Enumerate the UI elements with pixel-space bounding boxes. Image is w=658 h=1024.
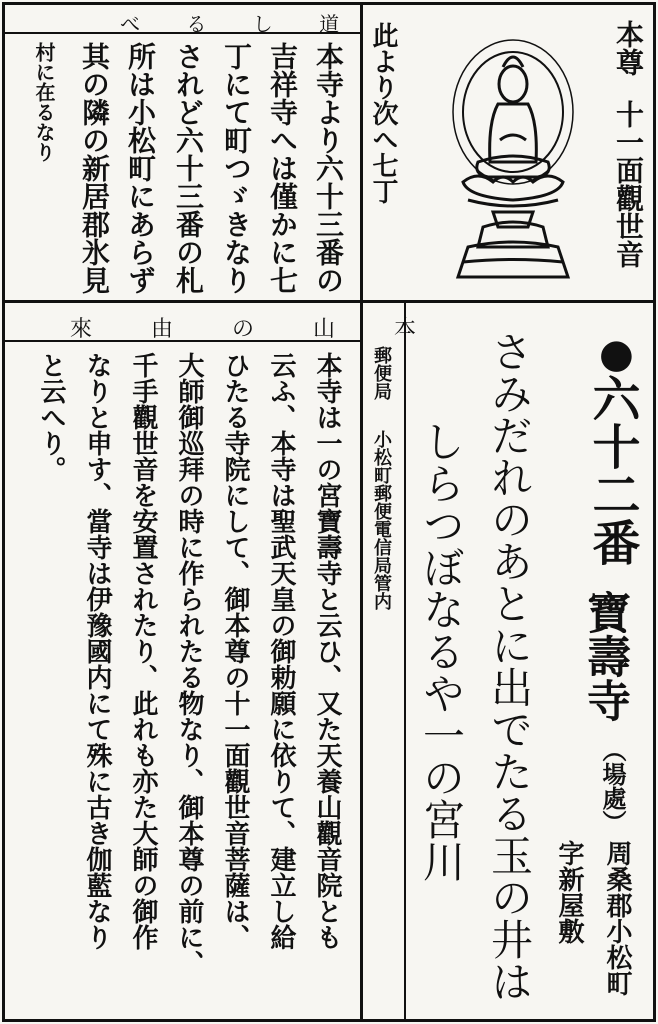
post-office-label: 郵便局	[371, 346, 392, 400]
origin-line-4: 大師御巡拜の時に作られたる物なり、御本尊の前に、	[174, 352, 204, 976]
poem-line-1: さみだれのあとに出でたる玉の井は	[485, 330, 534, 1002]
honzon-name: 十一面觀世音	[612, 100, 645, 268]
michishirube-line-4: されど六十三番の札	[172, 42, 205, 294]
origin-line-6: なりと申す、當寺は伊豫國内にて殊に古き伽藍なり	[82, 352, 112, 950]
michishirube-line-7: 村に在るなり	[32, 42, 56, 162]
michishirube-line-6: 其の隣の新居郡氷見	[78, 42, 111, 294]
next-distance-note: 此より次へ七丁	[368, 22, 398, 204]
section-heading-honzan-yurai: 來 由 の 山 本	[70, 317, 442, 342]
temple-number-mark: ●	[593, 330, 640, 377]
origin-line-3: ひたる寺院にして、御本尊の十一面觀世音菩薩は、	[220, 352, 250, 950]
origin-line-5: 千手觀世音を安置されたり、此れも亦た大師の御作	[128, 352, 158, 950]
post-office-divider	[404, 300, 406, 1022]
address-line-1: 周桑郡小松町	[602, 840, 632, 996]
post-office-value: 小松町郵便電信局管内	[371, 430, 392, 610]
michishirube-line-5: 所は小松町にあらず	[124, 42, 157, 294]
honzon-label: 本尊	[612, 20, 645, 76]
michishirube-line-3: 丁にて町つゞきなり	[220, 42, 253, 294]
michishirube-line-2: 吉祥寺へは僅かに七	[266, 42, 299, 294]
address-line-2: 字新屋敷	[554, 840, 584, 944]
buddha-illustration	[408, 12, 618, 292]
horizontal-divider	[2, 300, 656, 303]
temple-number: 六十二番	[584, 374, 640, 566]
origin-line-7: と云へり。	[36, 352, 66, 482]
vertical-divider-bottom	[360, 300, 363, 1022]
origin-line-2: 云ふ、本寺は聖武天皇の御勅願に依りて、建立し給	[266, 352, 296, 950]
vertical-divider-top	[360, 2, 363, 302]
temple-name: 寶壽寺	[579, 590, 630, 722]
poem-line-2: しらつぼなるや一の宮川	[417, 420, 466, 882]
michishirube-line-1: 本寺より六十三番の	[312, 42, 345, 294]
location-label: （場處）	[598, 738, 627, 834]
section-heading-michishirube: べ る し 道	[120, 12, 360, 36]
origin-line-1: 本寺は一の宮寶壽寺と云ひ、又た天養山觀音院とも	[312, 352, 342, 950]
